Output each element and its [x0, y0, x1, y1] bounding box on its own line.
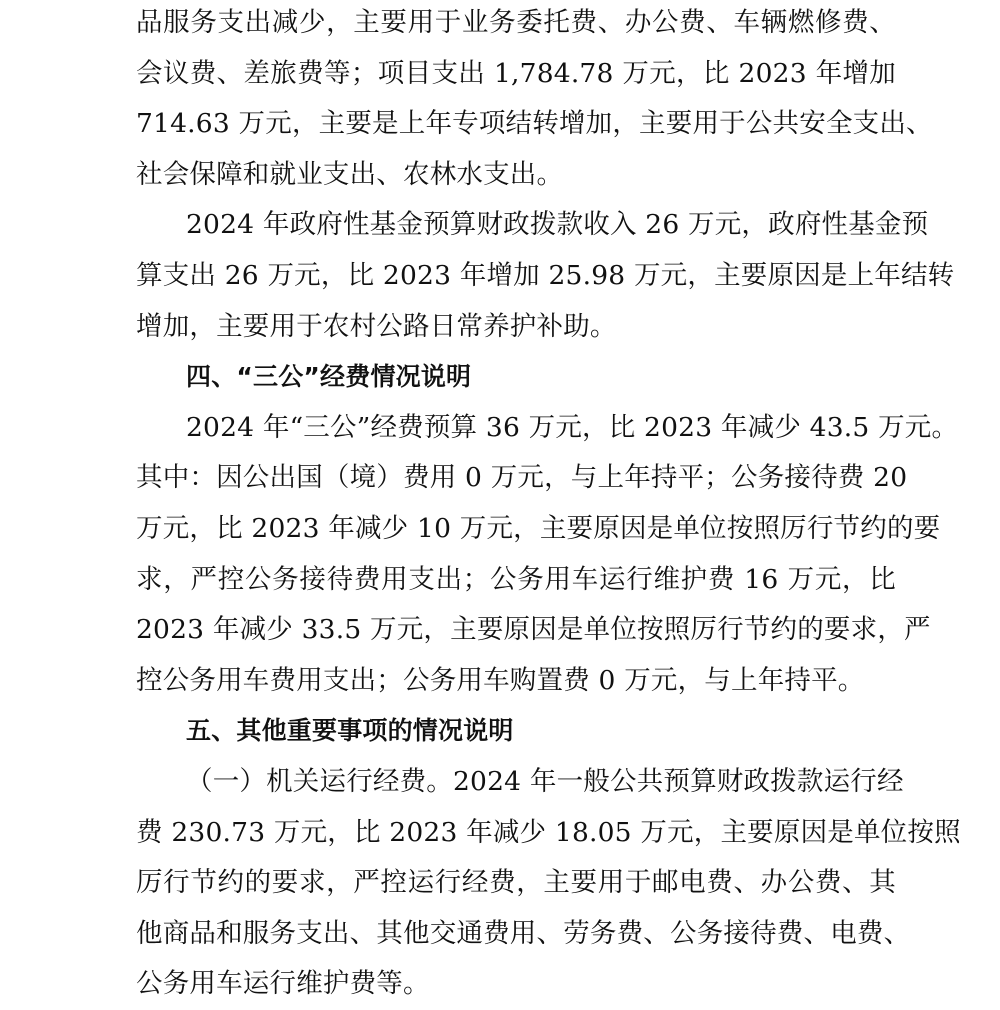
section-heading-other-matters: 五、其他重要事项的情况说明 [186, 716, 514, 746]
text-line: 2023 年减少 33.5 万元，主要原因是单位按照厉行节约的要求，严 [136, 614, 931, 646]
text-line: 算支出 26 万元，比 2023 年增加 25.98 万元，主要原因是上年结转 [136, 259, 955, 291]
text-line: 2024 年“三公”经费预算 36 万元，比 2023 年减少 43.5 万元。 [186, 411, 959, 443]
text-line: 会议费、差旅费等；项目支出 1,784.78 万元，比 2023 年增加 [136, 57, 896, 89]
section-heading-three-public-expenses: 四、“三公”经费情况说明 [186, 362, 472, 392]
text-line: 品服务支出减少，主要用于业务委托费、办公费、车辆燃修费、 [136, 7, 896, 38]
text-line: 社会保障和就业支出、农林水支出。 [136, 158, 564, 190]
text-line: （一）机关运行经费。2024 年一般公共预算财政拨款运行经 [186, 765, 904, 797]
text-line: 公务用车运行维护费等。 [136, 968, 430, 1000]
paragraph-government-fund [136, 200, 955, 352]
text-line: 2024 年政府性基金预算财政拨款收入 26 万元，政府性基金预 [186, 209, 929, 241]
text-line: 万元，比 2023 年减少 10 万元，主要原因是单位按照厉行节约的要 [136, 512, 941, 544]
text-line: 其中：因公出国（境）费用 0 万元，与上年持平；公务接待费 20 [136, 462, 908, 494]
paragraph-operating-expenses [136, 757, 961, 1010]
paragraph-project-expenditure [136, 0, 933, 200]
text-line: 增加，主要用于农村公路日常养护补助。 [136, 310, 617, 342]
text-line: 他商品和服务支出、其他交通费用、劳务费、公务接待费、电费、 [136, 917, 911, 949]
paragraph-three-public-expenses [136, 403, 959, 707]
text-line: 控公务用车费用支出；公务用车购置费 0 万元，与上年持平。 [136, 664, 865, 696]
text-line: 厉行节约的要求，严控运行经费，主要用于邮电费、办公费、其 [136, 867, 896, 899]
text-line: 714.63 万元，主要是上年专项结转增加，主要用于公共安全支出、 [136, 108, 933, 140]
text-line: 费 230.73 万元，比 2023 年减少 18.05 万元，主要原因是单位按照 [136, 816, 961, 848]
document-body [136, 0, 961, 1010]
text-line: 求，严控公务接待费用支出；公务用车运行维护费 16 万元，比 [136, 563, 896, 595]
